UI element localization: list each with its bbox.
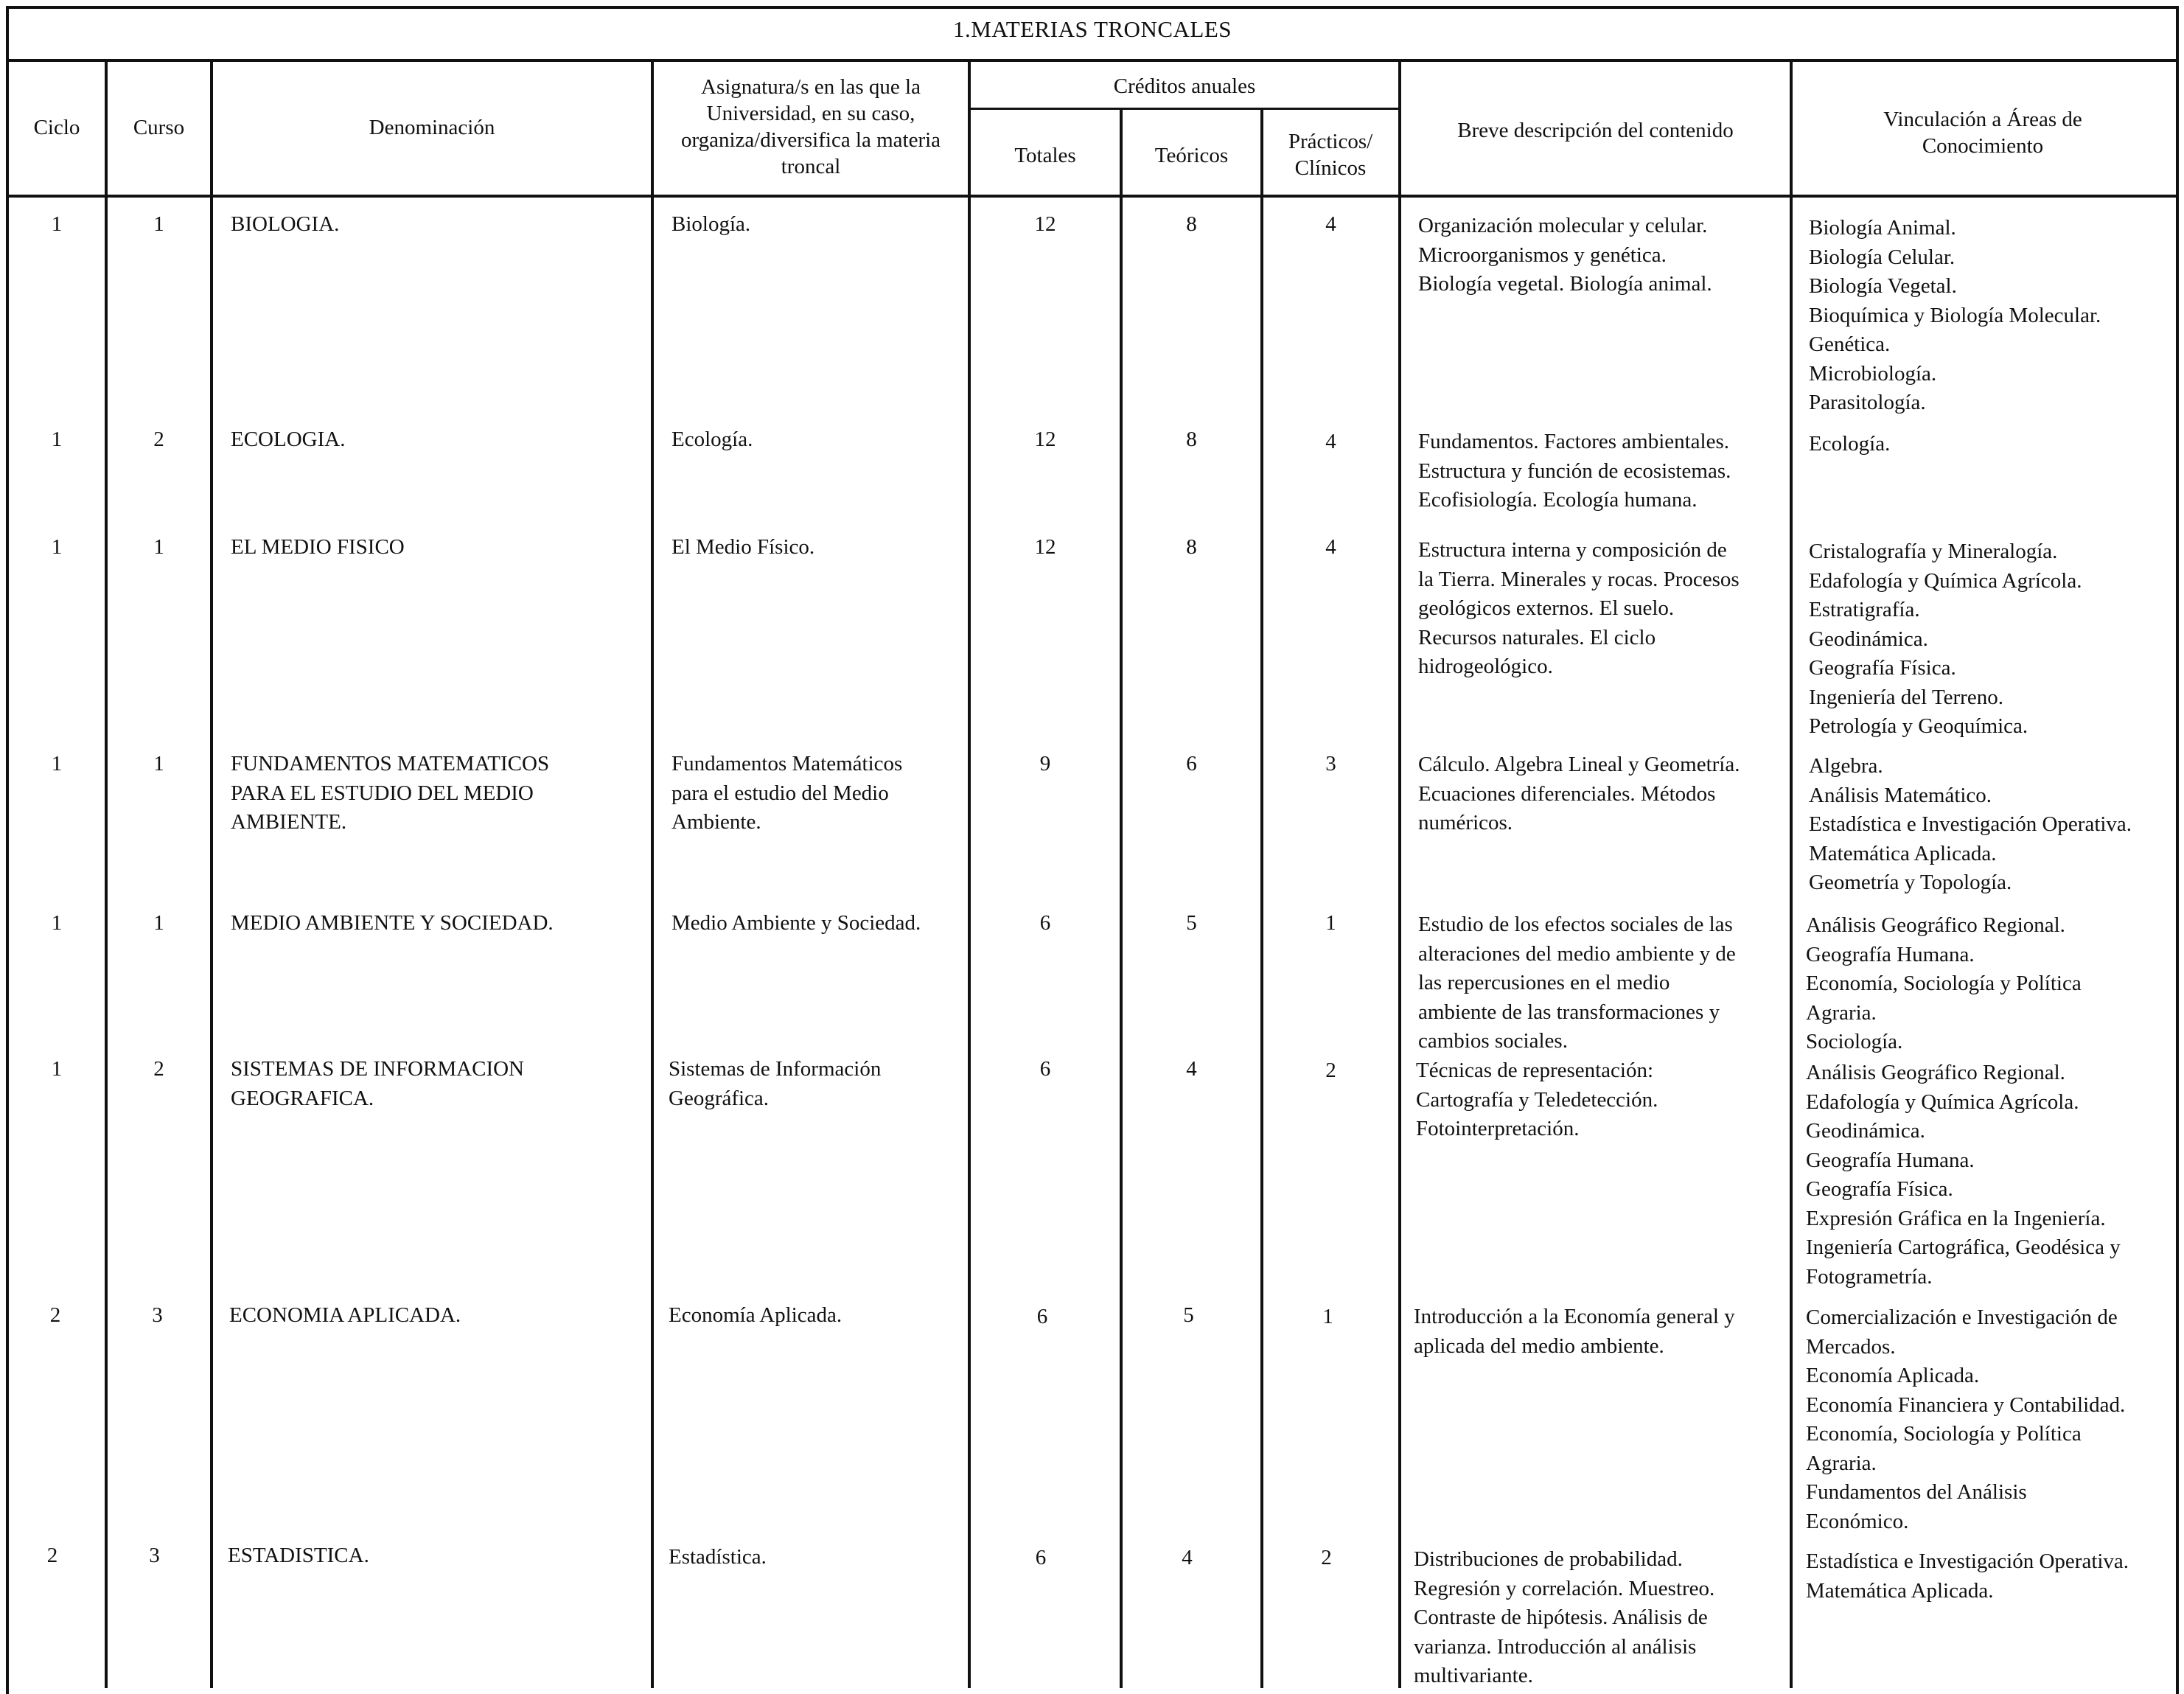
- col-divider-1: [105, 59, 108, 1688]
- cell-teoricos: 4: [1186, 1057, 1197, 1081]
- cell-totales: 6: [1035, 1546, 1047, 1569]
- cell-descripcion: Cálculo. Algebra Lineal y Geometría. Ecuaciones diferenciales. Métodos numéricos.: [1418, 753, 1740, 834]
- cell-asignatura: Biología.: [671, 212, 751, 236]
- cell-curso: 1: [153, 752, 164, 775]
- cell-denominacion: MEDIO AMBIENTE Y SOCIEDAD.: [231, 911, 554, 935]
- creditos-divider: [968, 108, 1400, 110]
- cell-asignatura: Estadística.: [669, 1545, 767, 1569]
- header-divider: [6, 195, 2179, 198]
- cell-teoricos: 5: [1183, 1303, 1194, 1327]
- header-asignatura: Asignatura/s en las que la Universidad, en su caso, organiza/diversifica la materia troncal: [680, 75, 941, 178]
- col-divider-2: [210, 59, 213, 1688]
- header-descripcion: Breve descripción del contenido: [1457, 119, 1734, 142]
- cell-practicos: 3: [1325, 752, 1336, 775]
- cell-curso: 3: [152, 1303, 163, 1327]
- cell-totales: 6: [1036, 1305, 1048, 1328]
- header-practicos: Prácticos/ Clínicos: [1288, 130, 1373, 180]
- cell-denominacion: ECOLOGIA.: [231, 428, 346, 451]
- cell-vinculacion: Algebra. Análisis Matemático. Estadística e Investigación Operativa. Matemática Aplicada. Geometría y Topología.: [1809, 754, 2132, 894]
- cell-ciclo: 1: [51, 535, 63, 559]
- cell-ciclo: 1: [51, 212, 63, 236]
- cell-descripcion: Estructura interna y composición de la Tierra. Minerales y rocas. Procesos geológicos externos. El suelo. Recursos naturales. El ciclo hidrogeológico.: [1418, 538, 1740, 678]
- cell-curso: 2: [153, 428, 164, 451]
- header-denominacion: Denominación: [369, 116, 495, 139]
- cell-asignatura: Ecología.: [671, 428, 753, 451]
- header-teoricos: Teóricos: [1154, 144, 1229, 167]
- cell-practicos: 4: [1325, 535, 1336, 559]
- cell-denominacion: SISTEMAS DE INFORMACION GEOGRAFICA.: [231, 1057, 524, 1110]
- cell-vinculacion: Estadística e Investigación Operativa. Matemática Aplicada.: [1806, 1550, 2129, 1603]
- cell-teoricos: 8: [1186, 535, 1197, 559]
- header-totales: Totales: [1014, 144, 1076, 167]
- col-divider-5: [1120, 108, 1123, 1688]
- cell-curso: 1: [153, 535, 164, 559]
- cell-ciclo: 1: [51, 1057, 63, 1081]
- cell-ciclo: 1: [51, 911, 63, 935]
- cell-denominacion: EL MEDIO FISICO: [231, 535, 405, 559]
- table-title: 1.MATERIAS TRONCALES: [952, 16, 1232, 42]
- cell-ciclo: 1: [51, 428, 63, 451]
- header-vinculacion: Vinculación a Áreas de Conocimiento: [1883, 108, 2082, 158]
- cell-vinculacion: Análisis Geográfico Regional. Edafología y Química Agrícola. Geodinámica. Geografía Humana. Geografía Física. Expresión Gráfica en la Ingeniería. Ingeniería Cartográfica, Geodésica y Fotogrametría.: [1806, 1061, 2121, 1289]
- cell-denominacion: ESTADISTICA.: [228, 1544, 369, 1567]
- cell-totales: 12: [1034, 212, 1056, 236]
- cell-totales: 12: [1034, 535, 1056, 559]
- cell-practicos: 2: [1325, 1059, 1336, 1082]
- cell-practicos: 1: [1322, 1305, 1333, 1328]
- cell-totales: 12: [1034, 428, 1056, 451]
- cell-descripcion: Introducción a la Economía general y aplicada del medio ambiente.: [1414, 1305, 1735, 1358]
- cell-asignatura: Fundamentos Matemáticos para el estudio del Medio Ambiente.: [671, 752, 903, 834]
- cell-teoricos: 8: [1186, 212, 1197, 236]
- cell-vinculacion: Biología Animal. Biología Celular. Biología Vegetal. Bioquímica y Biología Molecular. Genética. Microbiología. Parasitología.: [1809, 216, 2101, 414]
- header-creditos: Créditos anuales: [1113, 74, 1256, 98]
- header-ciclo: Ciclo: [33, 116, 80, 139]
- title-divider: [6, 59, 2179, 62]
- cell-denominacion: ECONOMIA APLICADA.: [229, 1303, 461, 1327]
- cell-totales: 6: [1039, 911, 1051, 935]
- cell-asignatura: Medio Ambiente y Sociedad.: [671, 911, 921, 935]
- cell-vinculacion: Comercialización e Investigación de Mercados. Economía Aplicada. Economía Financiera y Contabilidad. Economía, Sociología y Política Agraria. Fundamentos del Análisis Económico.: [1806, 1306, 2126, 1533]
- cell-teoricos: 4: [1182, 1546, 1193, 1569]
- cell-denominacion: FUNDAMENTOS MATEMATICOS PARA EL ESTUDIO DEL MEDIO AMBIENTE.: [231, 752, 550, 834]
- col-divider-3: [651, 59, 654, 1688]
- cell-teoricos: 6: [1186, 752, 1197, 775]
- cell-ciclo: 2: [49, 1303, 61, 1327]
- cell-curso: 1: [153, 212, 164, 236]
- cell-descripcion: Estudio de los efectos sociales de las alteraciones del medio ambiente y de las repercusiones en el medio ambiente de las transformaciones y cambios sociales.: [1418, 913, 1736, 1053]
- cell-descripcion: Organización molecular y celular. Microorganismos y genética. Biología vegetal. Biología animal.: [1418, 214, 1712, 296]
- cell-practicos: 4: [1325, 430, 1336, 453]
- col-divider-6: [1260, 108, 1263, 1688]
- cell-vinculacion: Ecología.: [1809, 432, 1891, 456]
- cell-practicos: 1: [1325, 911, 1336, 935]
- header-curso: Curso: [133, 116, 185, 139]
- cell-descripcion: Distribuciones de probabilidad. Regresión y correlación. Muestreo. Contraste de hipótesis. Análisis de varianza. Introducción al análisis multivariante.: [1414, 1547, 1715, 1687]
- cell-curso: 1: [153, 911, 164, 935]
- cell-teoricos: 5: [1186, 911, 1197, 935]
- cell-teoricos: 8: [1186, 428, 1197, 451]
- col-divider-7: [1398, 59, 1401, 1688]
- cell-asignatura: Economía Aplicada.: [669, 1303, 842, 1327]
- cell-totales: 9: [1039, 752, 1051, 775]
- cell-curso: 2: [153, 1057, 164, 1081]
- cell-descripcion: Técnicas de representación: Cartografía y Teledetección. Fotointerpretación.: [1416, 1059, 1658, 1140]
- cell-ciclo: 1: [51, 752, 63, 775]
- cell-practicos: 2: [1321, 1546, 1332, 1569]
- cell-asignatura: El Medio Físico.: [671, 535, 815, 559]
- cell-totales: 6: [1039, 1057, 1051, 1081]
- cell-curso: 3: [149, 1544, 160, 1567]
- col-divider-4: [968, 59, 971, 1688]
- col-divider-8: [1790, 59, 1793, 1688]
- cell-practicos: 4: [1325, 212, 1336, 236]
- cell-vinculacion: Análisis Geográfico Regional. Geografía Humana. Economía, Sociología y Política Agraria. Sociología.: [1806, 913, 2082, 1053]
- cell-ciclo: 2: [46, 1544, 58, 1567]
- cell-asignatura: Sistemas de Información Geográfica.: [669, 1057, 882, 1110]
- cell-denominacion: BIOLOGIA.: [231, 212, 340, 236]
- cell-vinculacion: Cristalografía y Mineralogía. Edafología y Química Agrícola. Estratigrafía. Geodinámica. Geografía Física. Ingeniería del Terreno. Petrología y Geoquímica.: [1809, 540, 2082, 738]
- cell-descripcion: Fundamentos. Factores ambientales. Estructura y función de ecosistemas. Ecofisiología. Ecología humana.: [1418, 430, 1731, 512]
